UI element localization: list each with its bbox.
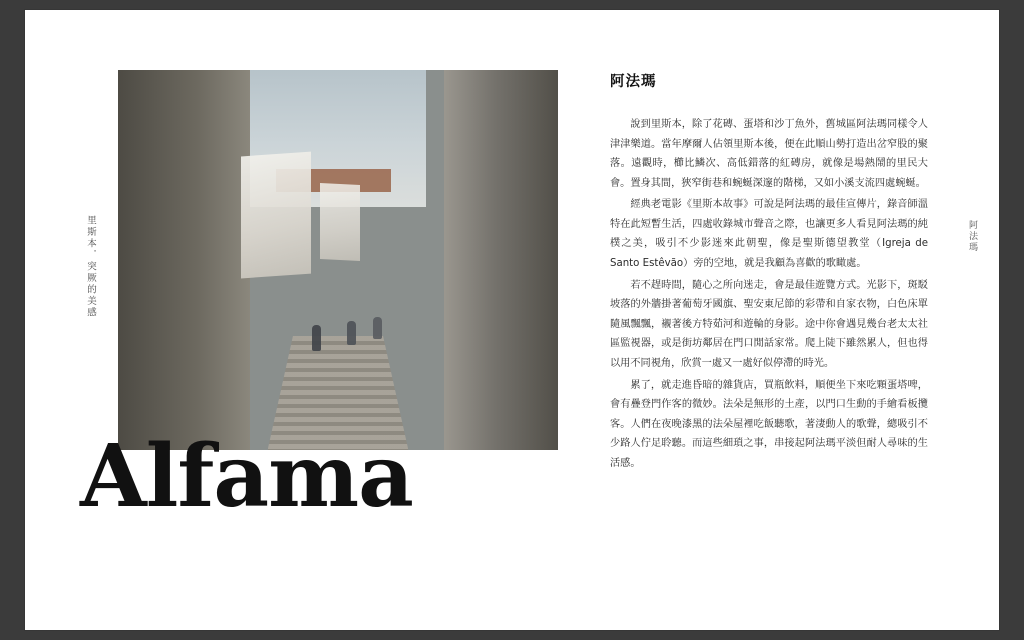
photo-building-left bbox=[118, 70, 250, 450]
article-paragraph: 若不趕時間，隨心之所向迷走，會是最佳遊覽方式。光影下，斑駁坡落的外牆掛著葡萄牙國旗、聖安東尼節的彩帶和自家衣物，白色床單隨風飄飄，襯著後方特茹河和遊輪的身影。途中你會遇見幾台老太太社區監視器，或是街坊鄰居在門口閒話家常。爬上陡下雖然累人，但也得以用不同視角，欣賞一處又一處好似停滯的時光。 bbox=[610, 279, 928, 369]
photo-person bbox=[312, 325, 321, 351]
article-paragraph: 累了，就走進昏暗的雜貨店，買瓶飲料，順便坐下來吃顆蛋塔啤，會有疊登門作客的微妙。法朵是無形的土產，以門口生動的手繪看板攬客。人們在夜晚漆黑的法朵屋裡吃飯聽歌，著淒動人的歌聲，總吸引不少路人佇足聆聽。而這些細瑣之事，串接起阿法瑪平淡但耐人尋味的生活感。 bbox=[610, 379, 928, 469]
alfama-alley-photo bbox=[118, 70, 558, 450]
magazine-page-spread bbox=[25, 10, 999, 630]
photo-person bbox=[347, 321, 356, 345]
article-body bbox=[610, 115, 928, 475]
photo-laundry-sheet bbox=[241, 151, 311, 278]
photo-building-right bbox=[444, 70, 558, 450]
photo-person bbox=[373, 317, 382, 339]
article-paragraph: 說到里斯本，除了花磚、蛋塔和沙丁魚外，舊城區阿法瑪同樣令人津津樂道。當年摩爾人佔領里斯本後，便在此順山勢打造出岔窄股的聚落。遠觀時，櫛比鱗次、高低錯落的紅磚房，就像是場熱鬧的里民大會。置身其間，狹窄街巷和蜿蜒深邃的階梯，又如小溪支流四處蜿蜒。 bbox=[610, 119, 928, 189]
edge-label: 阿法瑪 bbox=[967, 220, 977, 253]
article-heading: 阿法瑪 bbox=[610, 74, 657, 90]
side-caption: 里斯本．突厥的美感 bbox=[85, 215, 96, 319]
page-title: Alfama bbox=[80, 426, 413, 527]
right-page bbox=[610, 10, 999, 630]
photo-laundry-sheet-2 bbox=[320, 183, 360, 261]
article-paragraph: 經典老電影《里斯本故事》可說是阿法瑪的最佳宣傳片，錄音師溫特在此短暫生活，四處收錄城市聲音之際，也讓更多人看見阿法瑪的純樸之美，吸引不少影迷來此朝聖，像是聖斯德望教堂（Igreja de Santo Estêvão）旁的空地，就是我顧為喜歡的歌瞰處。 bbox=[610, 199, 928, 270]
left-page bbox=[25, 10, 585, 630]
